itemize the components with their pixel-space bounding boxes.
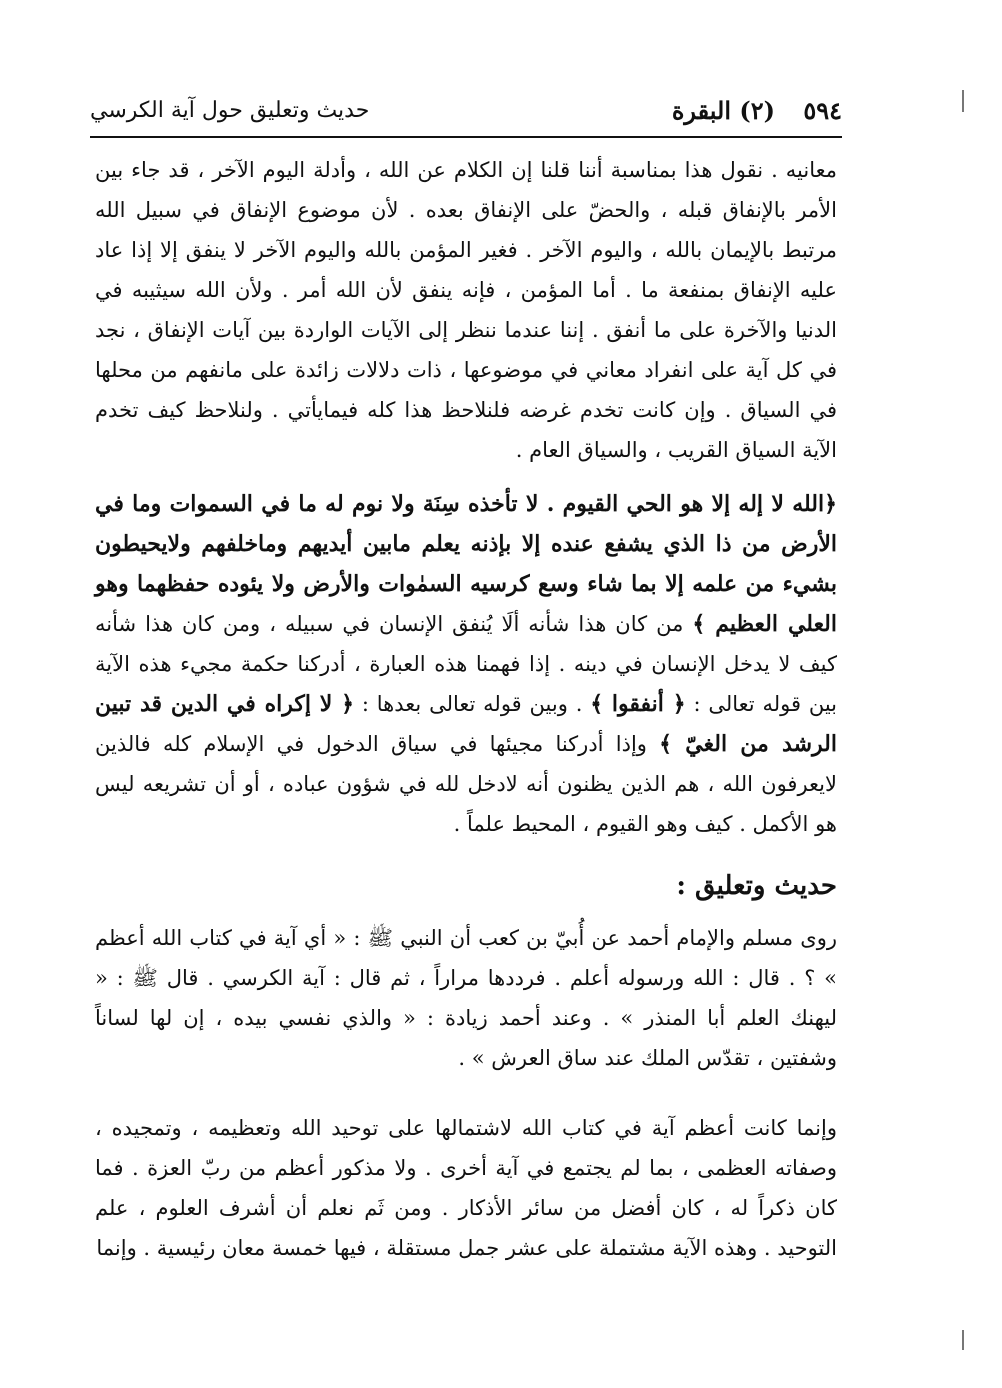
paragraph-verse-commentary: [95, 484, 837, 844]
verse-la-ikraha: ﴿ لا إكراه في الدين قد تبين الرشد من الغيّ ﴾: [95, 691, 837, 757]
commentary-text-a: من كان هذا شأنه ألَا يُنفق الإنسان في سبيله ، ومن كان هذا شأنه كيف لا يدخل الإنسان في دينه . إذا فهمنا هذه العبارة ، أدركنا حكمة مجيء هذه الآية بين قوله تعالى :: [95, 612, 838, 716]
paragraph-hadith: روى مسلم والإمام أحمد عن أُبيّ بن كعب أن النبي ﷺ : « أي آية في كتاب الله أعظم » ؟ . قال : الله ورسوله أعلم . فرددها مراراً ، ثم قال : آية الكرسي . قال ﷺ : « ليهنك العلم أبا المنذر » . وعند أحمد زيادة : « والذي نفسي بيده ، إن لها لساناً وشفتين ، تقدّس الملك عند ساق العرش » .: [95, 926, 837, 1070]
scan-edge-mark-bottom: [962, 1330, 964, 1350]
page-body: [95, 150, 837, 1268]
section-heading: حديث وتعليق :: [676, 871, 837, 901]
commentary-text-c: وإذا أدركنا مجيئها في سياق الدخول في الإسلام كله فالذين لايعرفون الله ، هم الذين يظنون أنه لادخل لله في شؤون عباده ، أو أن تشريعه ليس هو الأكمل . كيف وهو القيوم ، المحيط علماً .: [95, 732, 837, 836]
verse-anfiqu: ﴿ أنفقوا ﴾: [590, 691, 686, 717]
ayat-al-kursi-verse: ﴿الله لا إله إلا هو الحي القيوم . لا تأخذه سِنَة ولا نوم له ما في السموات وما في الأرض من ذا الذي يشفع عنده إلا بإذنه يعلم مابين أيديهم وماخلفهم ولايحيطون بشيء من علمه إلا بما شاء وسع كرسيه السمٰوات والأرض ولا يئوده حفظهما وهو العلي العظيم ﴾: [95, 491, 837, 637]
paragraph-explanation: وإنما كانت أعظم آية في كتاب الله لاشتمالها على توحيد الله وتعظيمه ، وتمجيده ، وصفاته العظمى ، بما لم يجتمع في آية أخرى . ولا مذكور أعظم من ربّ العزة . فما كان ذكراً له ، كان أفضل من سائر الأذكار . ومن ثَم نعلم أن أشرف العلوم ، علم التوحيد . وهذه الآية مشتملة على عشر جمل مستقلة ، فيها خمسة معان رئيسية . وإنما: [95, 1116, 837, 1260]
scan-edge-mark-top: [962, 90, 964, 112]
running-title: حديث وتعليق حول آية الكرسي: [90, 98, 370, 123]
surah-label: (٢) البقرة: [671, 96, 775, 125]
page-header: [90, 96, 842, 138]
header-right: [672, 96, 842, 125]
commentary-text-b: . وبين قوله تعالى بعدها :: [354, 692, 591, 716]
paragraph-intro: معانيه . نقول هذا بمناسبة أننا قلنا إن الكلام عن الله ، وأدلة اليوم الآخر ، قد جاء بين الأمر بالإنفاق قبله ، والحضّ على الإنفاق بعده . لأن موضوع الإنفاق في سبيل الله مرتبط بالإيمان بالله ، واليوم الآخر . فغير المؤمن بالله واليوم الآخر لا ينفق إلا إذا عاد عليه الإنفاق بمنفعة ما . أما المؤمن ، فإنه ينفق لأن الله أمر . ولأن الله سيثيبه في الدنيا والآخرة على ما أنفق . إننا عندما ننظر إلى الآيات الواردة بين آيات الإنفاق ، نجد في كل آية على انفراد معاني في موضوعها ، ذات دلالات زائدة على مانفهم من محلها في السياق . وإن كانت تخدم غرضه فلنلاحظ هذا كله فيمايأتي . ولنلاحظ كيف تخدم الآية السياق القريب ، والسياق العام .: [95, 158, 837, 462]
page-number: ٥٩٤: [803, 96, 842, 125]
